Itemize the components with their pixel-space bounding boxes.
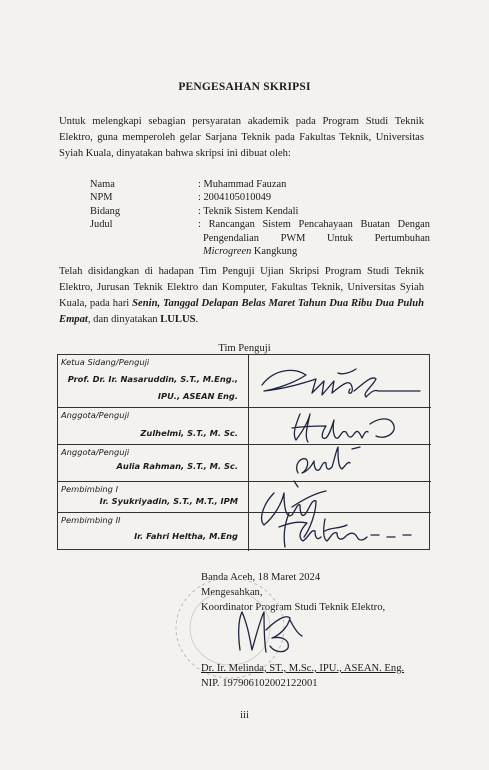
examiner-name: Ir. Syukriyadin, S.T., M.T., IPM [99,496,238,506]
examiner-name: Zulhelmi, S.T., M. Sc. [140,428,238,438]
examiner-cell [58,355,249,407]
examiner-role: Ketua Sidang/Penguji [61,357,150,367]
field-judul [90,218,430,258]
examiner-name: Aulia Rahman, S.T., M. Sc. [116,461,238,471]
examiner-cell [58,513,249,551]
examiner-role: Pembimbing I [61,484,119,494]
examiner-row [58,408,431,445]
coordinator-signature [230,600,320,665]
judul-line-1: : Rancangan Sistem Pencahayaan Buatan Dengan [198,219,430,231]
examiner-row [58,355,431,408]
judul-rest: Kangkung [251,246,298,258]
statement-result: LULUS [160,314,196,325]
student-info [90,178,430,258]
judul-line-2: Pengendalian PWM Untuk Pertumbuhan [203,232,430,244]
field-value [198,218,430,258]
field-bidang [90,205,430,218]
page-number: iii [240,710,249,721]
judul-italic: Microgreen [203,246,252,258]
judul-line-3 [198,245,430,258]
examiner-cell [58,408,249,444]
field-label: Judul [90,219,113,231]
signature-5 [271,507,421,556]
examiner-cell [58,482,249,512]
statement-text-2: , dan dinyatakan [87,314,161,325]
signature-table [57,354,430,550]
statement-paragraph [59,264,424,328]
coordinator-block [201,661,404,691]
field-label: NPM [90,192,113,204]
field-value: : 2004105010049 [198,192,272,204]
page-title: PENGESAHAN SKRIPSI [178,81,311,93]
coordinator-name: Dr. Ir. Melinda, ST., M.Sc., IPU., ASEAN. Eng. [201,663,405,674]
field-npm [90,191,430,204]
coordinator-position: Koordinator Program Studi Teknik Elektro, [201,602,386,613]
examiner-cell [58,445,249,481]
signature-1 [254,361,426,410]
intro-paragraph: Untuk melengkapi sebagian persyaratan akademik pada Program Studi Teknik Elektro, guna memperoleh gelar Sarjana Teknik pada Fakultas Teknik, Universitas Syiah Kuala, dinyatakan bahwa skripsi ini dibuat oleh: [59,116,424,159]
approval-text: Mengesahkan, [201,587,263,598]
examiner-row [58,445,431,482]
field-label: Bidang [90,205,121,217]
field-nama [90,178,430,191]
statement-date: Senin, Tanggal Delapan Belas Maret Tahun Dua Ribu Dua Puluh Empat [59,298,424,325]
examiner-name: Prof. Dr. Ir. Nasaruddin, S.T., M.Eng., [67,374,238,384]
examiner-name-2: IPU., ASEAN Eng. [157,391,238,401]
examiner-name: Ir. Fahri Heltha, M.Eng [134,531,238,541]
place-date: Banda Aceh, 18 Maret 2024 [201,572,321,583]
statement-end: . [195,314,199,325]
examiner-role: Anggota/Penguji [61,447,130,457]
field-value: : Teknik Sistem Kendali [198,205,299,217]
coordinator-nip: NIP. 197906102002122001 [201,678,318,689]
examiner-role: Anggota/Penguji [61,410,130,420]
tim-penguji-title: Tim Penguji [218,343,271,354]
statement-text: Telah disidangkan di hadapan Tim Penguji Ujian Skripsi Program Studi Teknik Elektro, Jurusan Teknik Elektro dan Komputer, Fakultas Teknik, Universitas Syiah Kuala, pada hari [59,266,424,309]
field-label: Nama [90,179,115,190]
examiner-role: Pembimbing II [61,515,121,525]
field-value: : Muhammad Fauzan [198,179,287,190]
